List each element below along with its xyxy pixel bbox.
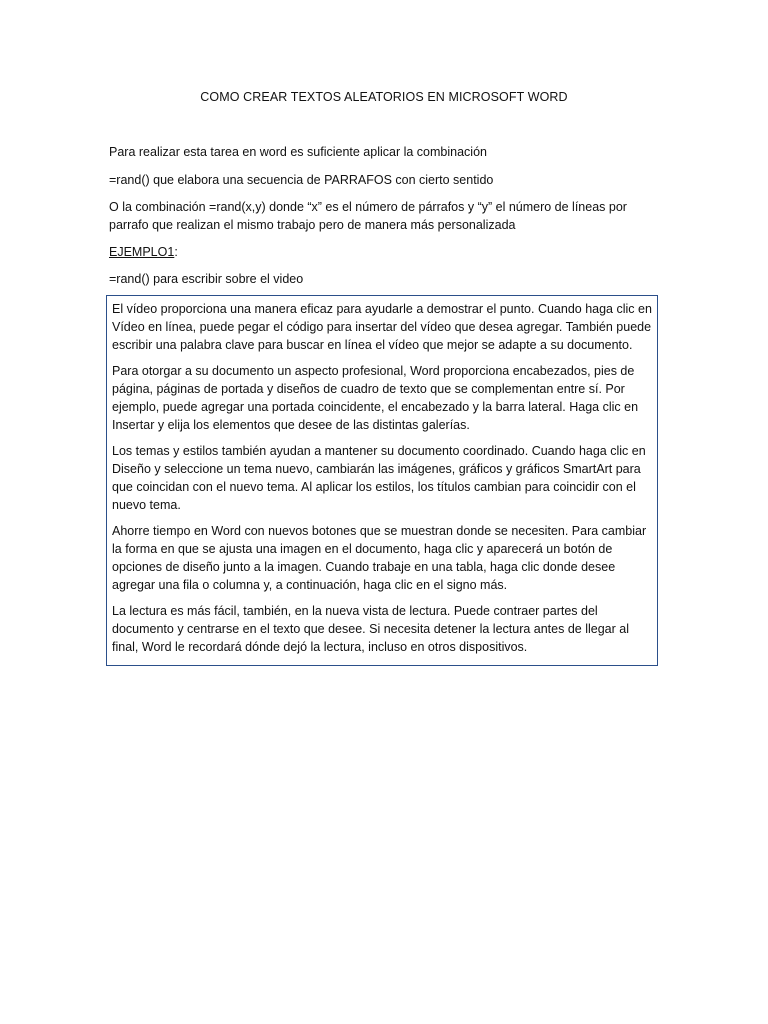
example-heading-line xyxy=(109,243,659,261)
example-caption: =rand() para escribir sobre el video xyxy=(109,272,304,286)
box-paragraph-2: Para otorgar a su documento un aspecto profesional, Word proporciona encabezados, pies de página, páginas de portada y diseños de cuadro de texto que se complementan entre sí. Por ejemplo, puede agregar una portada coincidente, el encabezado y la barra lateral. Haga clic en Insertar y elija los elementos que desee de las distintas galerías. xyxy=(112,364,639,432)
intro-paragraph: Para realizar esta tarea en word es suficiente aplicar la combinación xyxy=(109,145,487,159)
box-paragraph-3: Los temas y estilos también ayudan a mantener su documento coordinado. Cuando haga clic en Diseño y seleccione un tema nuevo, cambiarán las imágenes, gráficos y gráficos SmartArt para que coincidan con el nuevo tema. Al aplicar los estilos, los títulos cambian para coincidir con el nuevo tema. xyxy=(112,444,646,512)
example-heading-colon: : xyxy=(174,245,178,259)
document-title: COMO CREAR TEXTOS ALEATORIOS EN MICROSOFT WORD xyxy=(200,90,568,104)
box-paragraph-1: El vídeo proporciona una manera eficaz para ayudarle a demostrar el punto. Cuando haga clic en Vídeo en línea, puede pegar el código para insertar del vídeo que desea agregar. También puede escribir una palabra clave para buscar en línea el vídeo que mejor se adapte a su documento. xyxy=(112,302,652,352)
box-paragraph-4: Ahorre tiempo en Word con nuevos botones que se muestran donde se necesiten. Para cambiar la forma en que se ajusta una imagen en el documento, haga clic y aparecerá un botón de opciones de diseño junto a la imagen. Cuando trabaje en una tabla, haga clic donde desee agregar una fila o columna y, a continuación, haga clic en el signo más. xyxy=(112,524,647,592)
rand-description: =rand() que elabora una secuencia de PARRAFOS con cierto sentido xyxy=(109,173,494,187)
example-heading: EJEMPLO1 xyxy=(109,245,175,259)
randxy-description: O la combinación =rand(x,y) donde “x” es el número de párrafos y “y” el número de líneas por parrafo que realizan el mismo trabajo pero de manera más personalizada xyxy=(109,200,627,232)
box-paragraph-5: La lectura es más fácil, también, en la nueva vista de lectura. Puede contraer partes del documento y centrarse en el texto que desee. Si necesita detener la lectura antes de llegar al final, Word le recordará dónde dejó la lectura, incluso en otros dispositivos. xyxy=(112,604,629,654)
generated-text-box xyxy=(106,295,658,666)
